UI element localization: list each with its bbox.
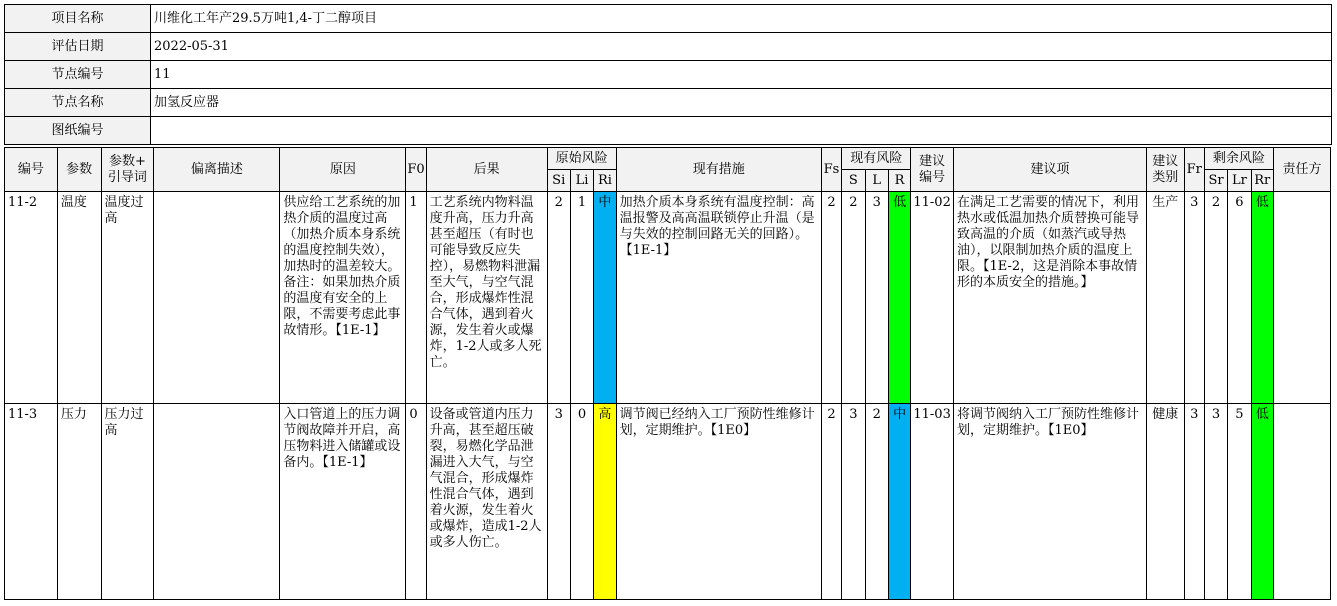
row-sug-no: 11-03 xyxy=(911,404,954,600)
row-r-badge: 低 xyxy=(888,192,910,404)
row-cause: 供应给工艺系统的加热介质的温度过高（加热介质本身系统的温度控制失效），加热时的温差较大。备注：如果加热介质的温度有安全的上限，不需要考虑此事故情形。【1E-1】 xyxy=(280,192,406,404)
row-lr: 5 xyxy=(1228,404,1251,600)
col-ri-header: Ri xyxy=(594,170,616,192)
project-name-value: 川维化工年产29.5万吨1,4-丁二醇项目 xyxy=(151,5,1332,33)
col-sug-no-header xyxy=(911,148,954,192)
col-lr-header: Lr xyxy=(1228,170,1251,192)
row-l: 2 xyxy=(865,404,888,600)
row-fs: 2 xyxy=(821,404,841,600)
row-no: 11-3 xyxy=(5,404,58,600)
table-row xyxy=(5,404,1331,600)
row-f0: 0 xyxy=(406,404,426,600)
row-rr-badge: 低 xyxy=(1251,192,1273,404)
row-s: 3 xyxy=(842,404,865,600)
row-sug-type: 健康 xyxy=(1146,404,1184,600)
node-no-row xyxy=(5,61,1332,89)
col-r-header: R xyxy=(888,170,910,192)
row-consequence: 工艺系统内物料温度升高，压力升高甚至超压（有时也可能导致反应失控），易燃物料泄漏至大气，与空气混合，形成爆炸性混合气体，遇到着火源，发生着火或爆炸，1-2人或多人死亡。 xyxy=(426,192,547,404)
col-guide-header-line2: 引导词 xyxy=(107,169,147,185)
row-s: 2 xyxy=(842,192,865,404)
col-l-header: L xyxy=(865,170,888,192)
col-s-header: S xyxy=(842,170,865,192)
node-name-value: 加氢反应器 xyxy=(151,89,1332,117)
col-sug-no-header-line1: 建议 xyxy=(919,153,946,169)
row-suggestion: 将调节阀纳入工厂预防性维修计划，定期维护。【1E0】 xyxy=(953,404,1146,600)
row-fr: 3 xyxy=(1184,404,1204,600)
row-ri-badge: 高 xyxy=(594,404,616,600)
row-suggestion: 在满足工艺需要的情况下，利用热水或低温加热介质替换可能导致高温的介质（如蒸汽或导热油），以限制加热介质的温度上限。【1E-2，这是消除本事故情形的本质安全的措施。】 xyxy=(953,192,1146,404)
row-param: 温度 xyxy=(57,192,101,404)
drawing-no-value xyxy=(151,117,1332,145)
col-owner-header: 责任方 xyxy=(1273,148,1330,192)
row-consequence: 设备或管道内压力升高，甚至超压破裂，易燃化学品泄漏进入大气，与空气混合，形成爆炸性混合气体，遇到着火源，发生着火或爆炸，造成1-2人或多人伤亡。 xyxy=(426,404,547,600)
col-guide-header-line1: 参数+ xyxy=(108,153,146,169)
project-name-row xyxy=(5,5,1332,33)
col-sr-header: Sr xyxy=(1204,170,1227,192)
node-no-label: 节点编号 xyxy=(5,61,151,89)
col-guide-header xyxy=(101,148,154,192)
row-guide: 温度过高 xyxy=(101,192,154,404)
row-deviation xyxy=(154,192,280,404)
row-param: 压力 xyxy=(57,404,101,600)
row-fs: 2 xyxy=(821,192,841,404)
col-sug-type-header xyxy=(1146,148,1184,192)
row-rr-badge: 低 xyxy=(1251,404,1273,600)
eval-date-label: 评估日期 xyxy=(5,33,151,61)
col-suggestion-header: 建议项 xyxy=(953,148,1146,192)
row-owner xyxy=(1273,192,1330,404)
node-no-value: 11 xyxy=(151,61,1332,89)
row-measures: 加热介质本身系统有温度控制：高温报警及高高温联锁停止升温（是与失效的控制回路无关的回路）。【1E-1】 xyxy=(616,192,821,404)
node-name-label: 节点名称 xyxy=(5,89,151,117)
col-sug-type-header-line1: 建议 xyxy=(1152,153,1179,169)
col-no-header: 编号 xyxy=(5,148,58,192)
row-li: 1 xyxy=(570,192,593,404)
row-f0: 1 xyxy=(406,192,426,404)
row-l: 3 xyxy=(865,192,888,404)
col-rr-header: Rr xyxy=(1251,170,1273,192)
col-li-header: Li xyxy=(570,170,593,192)
row-sr: 2 xyxy=(1204,192,1227,404)
row-cause: 入口管道上的压力调节阀故障并开启，高压物料进入储罐或设备内。【1E-1】 xyxy=(280,404,406,600)
row-deviation xyxy=(154,404,280,600)
project-info-table xyxy=(4,4,1332,145)
col-consequence-header: 后果 xyxy=(426,148,547,192)
header-row-1 xyxy=(5,148,1331,170)
row-fr: 3 xyxy=(1184,192,1204,404)
row-measures: 调节阀已经纳入工厂预防性维修计划，定期维护。【1E0】 xyxy=(616,404,821,600)
row-sug-no: 11-02 xyxy=(911,192,954,404)
col-cause-header: 原因 xyxy=(280,148,406,192)
row-sug-type: 生产 xyxy=(1146,192,1184,404)
col-f0-header: F0 xyxy=(406,148,426,192)
eval-date-value: 2022-05-31 xyxy=(151,33,1332,61)
col-resid-risk-header: 剩余风险 xyxy=(1204,148,1273,170)
col-fs-header: Fs xyxy=(821,148,841,192)
col-deviation-header: 偏离描述 xyxy=(154,148,280,192)
row-lr: 6 xyxy=(1228,192,1251,404)
col-sug-type-header-line2: 类别 xyxy=(1152,169,1179,185)
col-sug-no-header-line2: 编号 xyxy=(919,169,946,185)
table-row xyxy=(5,192,1331,404)
eval-date-row xyxy=(5,33,1332,61)
row-si: 3 xyxy=(547,404,570,600)
project-name-label: 项目名称 xyxy=(5,5,151,33)
row-no: 11-2 xyxy=(5,192,58,404)
row-ri-badge: 中 xyxy=(594,192,616,404)
hazop-table xyxy=(4,147,1331,600)
drawing-no-label: 图纸编号 xyxy=(5,117,151,145)
row-si: 2 xyxy=(547,192,570,404)
row-owner xyxy=(1273,404,1330,600)
node-name-row xyxy=(5,89,1332,117)
row-li: 0 xyxy=(570,404,593,600)
row-guide: 压力过高 xyxy=(101,404,154,600)
row-r-badge: 中 xyxy=(888,404,910,600)
col-param-header: 参数 xyxy=(57,148,101,192)
col-curr-risk-header: 现有风险 xyxy=(842,148,911,170)
col-measures-header: 现有措施 xyxy=(616,148,821,192)
col-orig-risk-header: 原始风险 xyxy=(547,148,616,170)
drawing-no-row xyxy=(5,117,1332,145)
row-sr: 3 xyxy=(1204,404,1227,600)
col-fr-header: Fr xyxy=(1184,148,1204,192)
col-si-header: Si xyxy=(547,170,570,192)
